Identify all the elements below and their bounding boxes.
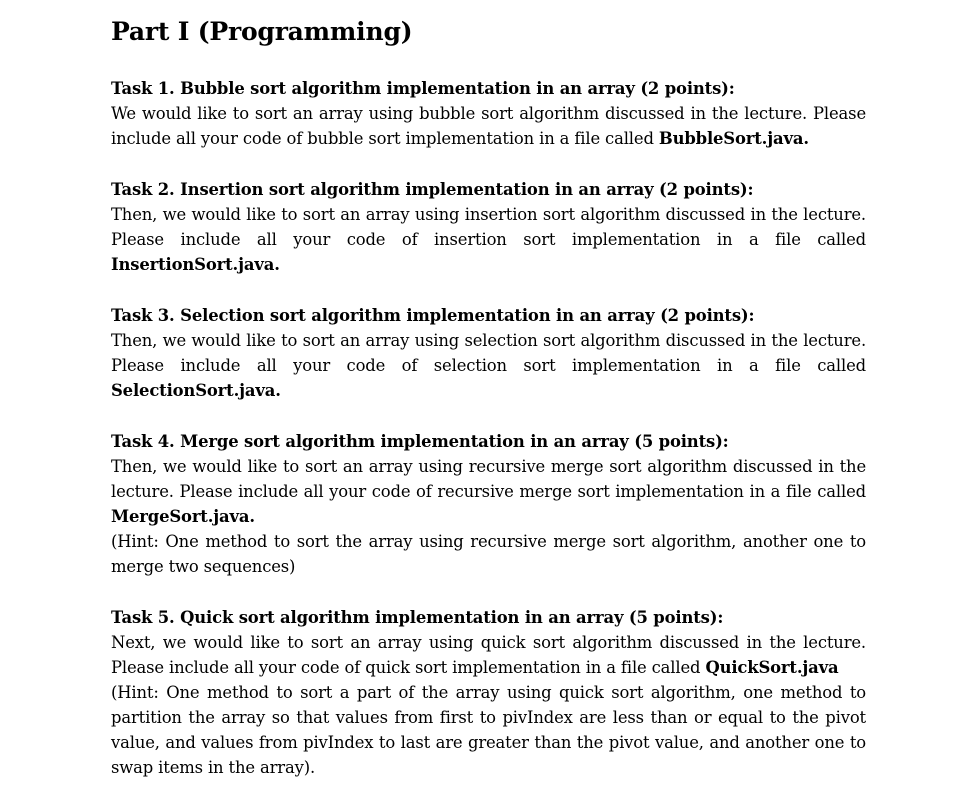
task-4-section	[111, 429, 866, 579]
task-5-hint: (Hint: One method to sort a part of the array using quick sort algorithm, one method to partition the array so that values from first to pivIndex are less than or equal to the pivot value, and values from pivIndex to last are greater than the pivot value, and another one to swap items in the array).	[111, 683, 866, 777]
task-1-section	[111, 76, 866, 151]
task-3-body: Then, we would like to sort an array using selection sort algorithm discussed in the lecture. Please include all your code of selection sort implementation in a file called	[111, 331, 866, 375]
task-4-hint: (Hint: One method to sort the array using recursive merge sort algorithm, another one to merge two sequences)	[111, 532, 866, 576]
task-2-filename: InsertionSort.java.	[111, 255, 280, 274]
task-2-title: Task 2. Insertion sort algorithm implementation in an array (2 points):	[111, 180, 754, 199]
task-1-body: We would like to sort an array using bubble sort algorithm discussed in the lecture. Please include all your code of bubble sort implementation in a file called	[111, 104, 866, 148]
task-5-section	[111, 605, 866, 780]
task-4-title: Task 4. Merge sort algorithm implementation in an array (5 points):	[111, 432, 729, 451]
task-1-description	[111, 101, 866, 151]
task-5-filename: QuickSort.java	[705, 658, 839, 677]
document-page	[111, 16, 866, 780]
task-3-description	[111, 328, 866, 403]
task-4-body: Then, we would like to sort an array using recursive merge sort algorithm discussed in the lecture. Please include all your code of recursive merge sort implementation in a file called	[111, 457, 866, 501]
task-5-body: Next, we would like to sort an array using quick sort algorithm discussed in the lecture. Please include all your code of quick sort implementation in a file called	[111, 633, 866, 677]
task-2-section	[111, 177, 866, 277]
task-1-filename: BubbleSort.java.	[658, 129, 809, 148]
task-1-title: Task 1. Bubble sort algorithm implementation in an array (2 points):	[111, 79, 735, 98]
page-heading: Part I (Programming)	[111, 17, 413, 46]
task-3-title: Task 3. Selection sort algorithm implementation in an array (2 points):	[111, 306, 755, 325]
task-4-filename: MergeSort.java.	[111, 507, 255, 526]
task-2-description	[111, 202, 866, 277]
task-4-description	[111, 454, 866, 529]
task-5-description	[111, 630, 866, 680]
task-2-body: Then, we would like to sort an array using insertion sort algorithm discussed in the lecture. Please include all your code of insertion sort implementation in a file called	[111, 205, 866, 249]
task-3-filename: SelectionSort.java.	[111, 381, 281, 400]
task-5-title: Task 5. Quick sort algorithm implementation in an array (5 points):	[111, 608, 724, 627]
task-3-section	[111, 303, 866, 403]
